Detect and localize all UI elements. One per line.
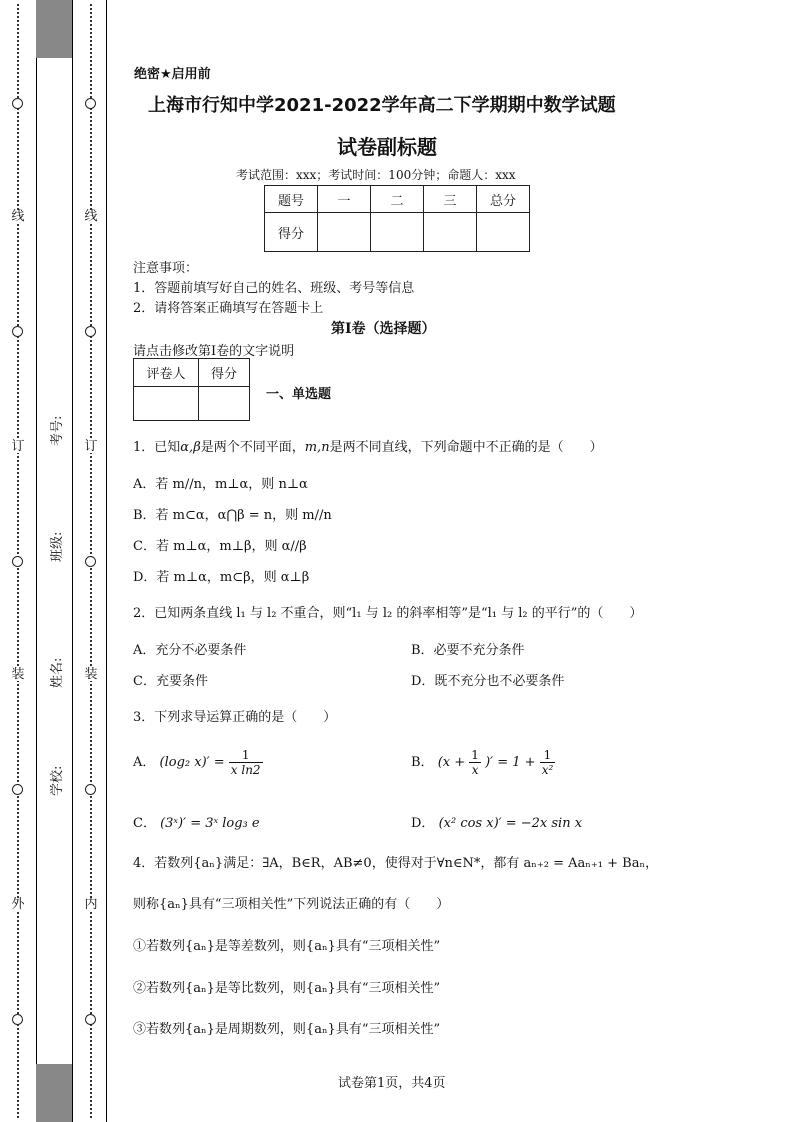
section-note: 请点击修改第I卷的文字说明 <box>133 344 295 359</box>
score-cell[interactable] <box>424 213 477 252</box>
inner-char: 内 <box>84 897 98 912</box>
circle-mark <box>85 326 96 337</box>
option-label: B． <box>411 755 434 770</box>
question-2-stem: 2．已知两条直线 l₁ 与 l₂ 不重合，则“l₁ 与 l₂ 的斜率相等”是“l₁ 与 l₂ 的平行”的（ ） <box>133 606 643 621</box>
numerator: 1 <box>540 748 556 763</box>
grader-cell[interactable] <box>134 387 199 421</box>
grader-cell[interactable] <box>199 387 250 421</box>
outer-char: 装 <box>11 667 25 682</box>
q3-b-expr: (x + <box>437 755 466 770</box>
secret-mark: 绝密★启用前 <box>134 67 211 82</box>
inner-char: 订 <box>84 439 98 454</box>
circle-mark <box>85 98 96 109</box>
circle-mark <box>12 326 23 337</box>
q2-option-d[interactable]: D．既不充分也不必要条件 <box>411 674 565 689</box>
student-id-label: 考号: <box>50 415 65 446</box>
q1-option-a[interactable]: A．若 m//n，m⊥α，则 n⊥α <box>133 477 308 492</box>
q4-statement-3: ③若数列{aₙ}是周期数列，则{aₙ}具有“三项相关性” <box>133 1022 441 1037</box>
q2-option-c[interactable]: C．充要条件 <box>133 674 208 689</box>
grader-table <box>133 358 250 421</box>
page-footer: 试卷第1页，共4页 <box>338 1076 446 1091</box>
q1-text: 是两个不同平面， <box>200 440 305 455</box>
q3-b-fraction <box>540 748 556 777</box>
notice-item: 2．请将答案正确填写在答题卡上 <box>133 301 324 316</box>
question-4-stem-cont: 则称{aₙ}具有“三项相关性”下列说法正确的有（ ） <box>133 897 450 912</box>
score-header-cell: 题号 <box>265 186 318 213</box>
exam-title: 上海市行知中学2021-2022学年高二下学期期中数学试题 <box>148 95 616 116</box>
q1-math: m,n <box>304 440 330 455</box>
numerator: 1 <box>229 748 263 763</box>
q1-text: 是两不同直线，下列命题中不正确的是（ ） <box>329 440 603 455</box>
q2-option-a[interactable]: A．充分不必要条件 <box>133 643 247 658</box>
q1-text: 1．已知 <box>133 440 181 455</box>
question-1-stem <box>133 436 603 455</box>
q3-c-expr: (3ˣ)′ = 3ˣ log₃ e <box>160 816 260 831</box>
q3-option-b[interactable] <box>411 748 555 777</box>
gray-tab-top <box>36 0 72 58</box>
outer-char: 外 <box>11 897 25 912</box>
denominator: x <box>471 763 479 777</box>
denominator: x ln2 <box>230 763 261 777</box>
q4-statement-2: ②若数列{aₙ}是等比数列，则{aₙ}具有“三项相关性” <box>133 981 441 996</box>
score-row-label: 得分 <box>265 213 318 252</box>
score-header-cell: 总分 <box>477 186 530 213</box>
circle-mark <box>85 1014 96 1025</box>
circle-mark <box>12 1014 23 1025</box>
name-label: 姓名: <box>50 657 65 688</box>
q1-math: α,β <box>180 440 201 455</box>
score-header-cell: 一 <box>318 186 371 213</box>
school-label: 学校: <box>50 765 65 796</box>
circle-mark <box>12 556 23 567</box>
inner-char: 线 <box>84 209 98 224</box>
inner-char: 装 <box>84 667 98 682</box>
denominator: x² <box>541 763 554 777</box>
score-header-cell: 二 <box>371 186 424 213</box>
outer-char: 订 <box>11 439 25 454</box>
notice-item: 1．答题前填写好自己的姓名、班级、考号等信息 <box>133 281 415 296</box>
q3-a-fraction <box>229 748 263 777</box>
option-label: D． <box>411 816 435 831</box>
numerator: 1 <box>471 748 479 762</box>
part-title: 一、单选题 <box>266 387 332 402</box>
grader-header: 评卷人 <box>134 359 199 387</box>
question-3-stem: 3．下列求导运算正确的是（ ） <box>133 710 337 725</box>
circle-mark <box>12 784 23 795</box>
q1-option-d[interactable]: D．若 m⊥α，m⊂β，则 α⊥β <box>133 570 310 585</box>
grader-score-header: 得分 <box>199 359 250 387</box>
q3-b-expr: )′ = 1 + <box>485 755 536 770</box>
outer-char: 线 <box>11 209 25 224</box>
q3-b-fraction <box>469 748 481 777</box>
margin-line <box>72 0 73 1122</box>
q1-option-b[interactable]: B．若 m⊂α，α⋂β = n，则 m//n <box>133 508 332 523</box>
class-label: 班级: <box>50 531 65 562</box>
gray-tab-bottom <box>36 1064 72 1122</box>
margin-line <box>36 0 37 1122</box>
q3-option-c[interactable] <box>133 812 260 831</box>
q1-option-c[interactable]: C．若 m⊥α，m⊥β，则 α//β <box>133 539 307 554</box>
notice-heading: 注意事项： <box>133 261 199 276</box>
q3-option-a[interactable] <box>133 748 263 777</box>
question-4-stem: 4．若数列{aₙ}满足：∃A，B∈R，AB≠0，使得对于∀n∈N*，都有 aₙ₊₂ = Aaₙ₊₁ + Baₙ， <box>133 856 659 871</box>
exam-info: 考试范围：xxx；考试时间：100分钟；命题人：xxx <box>236 168 516 182</box>
circle-mark <box>12 98 23 109</box>
score-header-cell: 三 <box>424 186 477 213</box>
q2-option-b[interactable]: B．必要不充分条件 <box>411 643 525 658</box>
q3-a-expr: (log₂ x)′ = <box>159 755 225 770</box>
circle-mark <box>85 784 96 795</box>
q4-statement-1: ①若数列{aₙ}是等差数列，则{aₙ}具有“三项相关性” <box>133 939 441 954</box>
q3-d-expr: (x² cos x)′ = −2x sin x <box>438 816 583 831</box>
score-table <box>264 185 530 252</box>
margin-line <box>106 0 107 1122</box>
score-cell[interactable] <box>371 213 424 252</box>
option-label: A． <box>133 755 156 770</box>
option-label: C． <box>133 816 156 831</box>
score-cell[interactable] <box>318 213 371 252</box>
section-title: 第I卷（选择题） <box>331 321 436 337</box>
circle-mark <box>85 556 96 567</box>
q3-option-d[interactable] <box>411 812 582 831</box>
score-cell[interactable] <box>477 213 530 252</box>
exam-subtitle: 试卷副标题 <box>337 135 437 159</box>
